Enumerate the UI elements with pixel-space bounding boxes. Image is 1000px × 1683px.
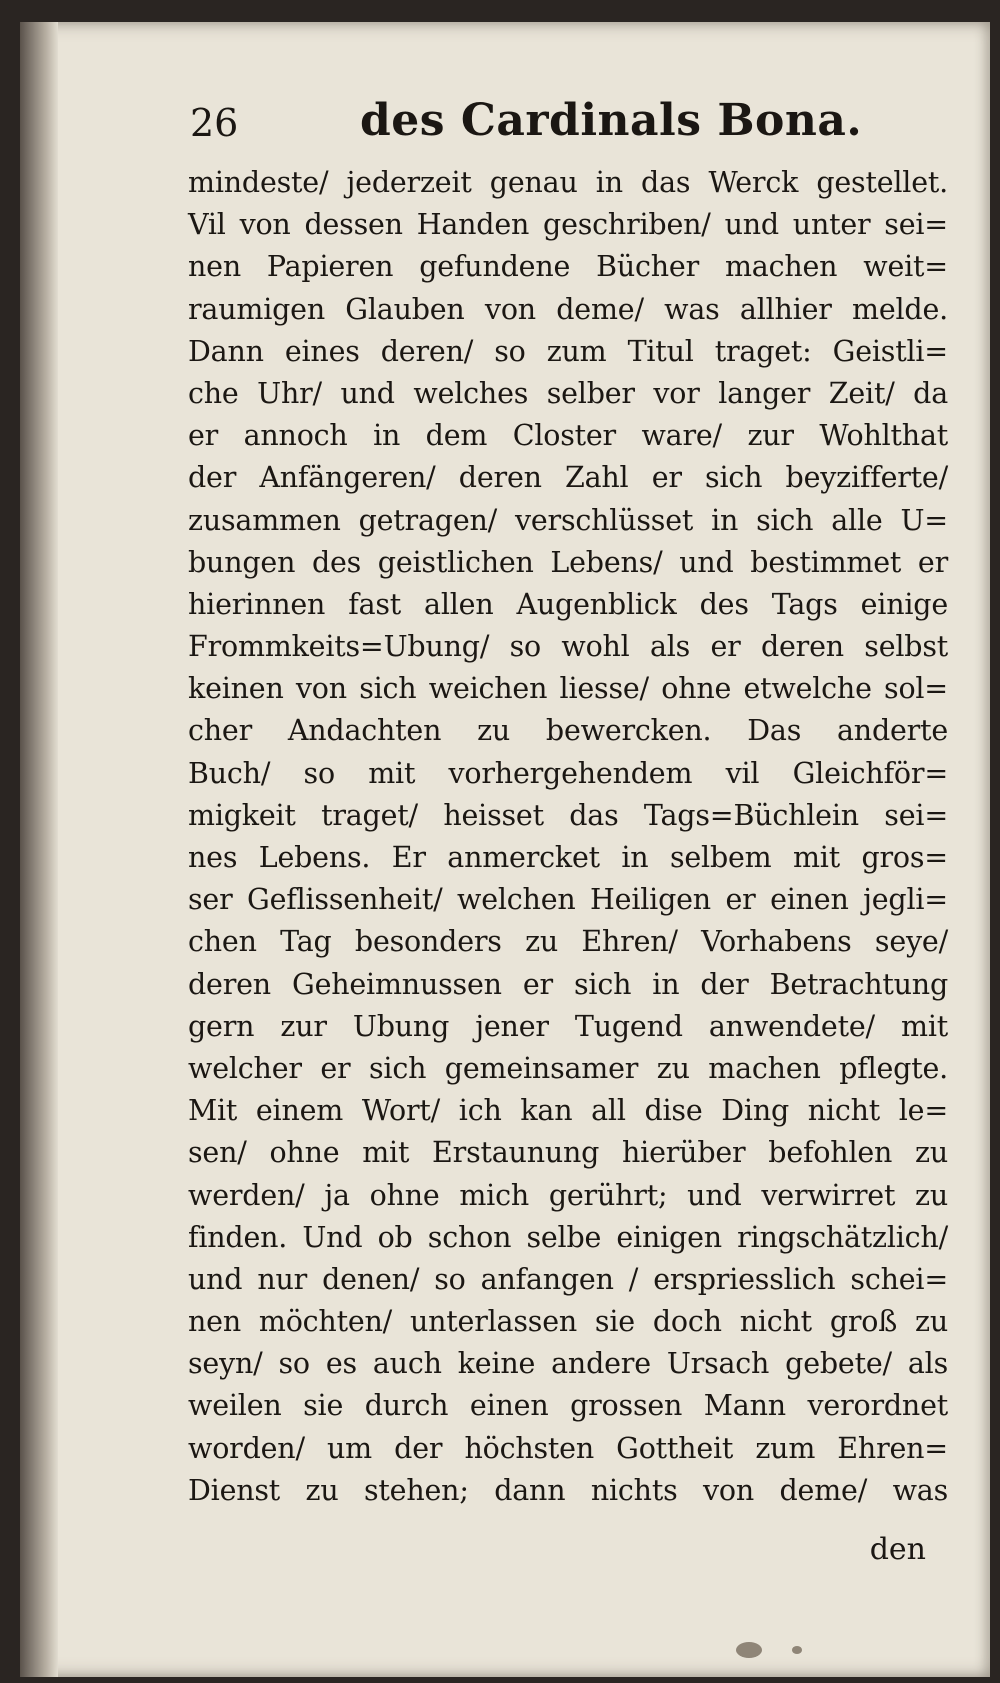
text-line: er annoch in dem Closter ware/ zur Wohlthat <box>188 419 948 453</box>
text-line: mindeste/ jederzeit genau in das Werck gestellet. <box>188 166 948 199</box>
text-line: Frommkeits=Ubung/ so wohl als er deren selbst <box>188 630 948 664</box>
text-line: keinen von sich weichen liesse/ ohne etwelche sol= <box>188 672 948 706</box>
running-head: des Cardinals Bona. <box>360 95 863 146</box>
text-line: und nur denen/ so anfangen / erspriesslich schei= <box>188 1262 948 1296</box>
text-line: migkeit traget/ heisset das Tags=Büchlein sei= <box>188 798 948 832</box>
text-line: worden/ um der höchsten Gottheit zum Ehren= <box>188 1431 948 1465</box>
page-header <box>190 84 910 154</box>
text-line: che Uhr/ und welches selber vor langer Zeit/ da <box>188 376 948 410</box>
text-line: finden. Und ob schon selbe einigen ringschätzlich/ <box>188 1220 948 1254</box>
text-line: Buch/ so mit vorhergehendem vil Gleichför= <box>188 756 948 790</box>
page-number: 26 <box>190 101 239 145</box>
text-line: zusammen getragen/ verschlüsset in sich alle U= <box>188 503 948 537</box>
book-page <box>20 22 990 1677</box>
ink-stain <box>792 1646 802 1654</box>
text-line: raumigen Glauben von deme/ was allhier melde. <box>188 292 948 326</box>
text-line: cher Andachten zu bewercken. Das anderte <box>188 714 948 748</box>
ink-stain <box>736 1642 762 1658</box>
text-line: nes Lebens. Er anmercket in selbem mit gros= <box>188 841 948 874</box>
page-gutter <box>20 22 58 1677</box>
text-line: bungen des geistlichen Lebens/ und bestimmet er <box>188 545 948 579</box>
text-line: Vil von dessen Handen geschriben/ und unter sei= <box>188 208 948 242</box>
text-line: nen möchten/ unterlassen sie doch nicht groß zu <box>188 1305 948 1339</box>
catchword: den <box>869 1532 926 1567</box>
text-line: sen/ ohne mit Erstaunung hierüber befohlen zu <box>188 1136 948 1170</box>
text-line: hierinnen fast allen Augenblick des Tags einige <box>188 587 948 621</box>
text-line: chen Tag besonders zu Ehren/ Vorhabens seye/ <box>188 925 948 959</box>
text-line: Mit einem Wort/ ich kan all dise Ding nicht le= <box>188 1094 948 1128</box>
text-line: welcher er sich gemeinsamer zu machen pflegte. <box>188 1051 948 1085</box>
text-line: nen Papieren gefundene Bücher machen weit= <box>188 250 948 284</box>
text-line: der Anfängeren/ deren Zahl er sich beyzifferte/ <box>188 461 948 495</box>
text-line: Dann eines deren/ so zum Titul traget: Geistli= <box>188 334 948 368</box>
text-line: gern zur Ubung jener Tugend anwendete/ mit <box>188 1009 948 1043</box>
body-text <box>188 162 948 1512</box>
text-line: werden/ ja ohne mich gerührt; und verwirret zu <box>188 1178 948 1212</box>
text-line: deren Geheimnussen er sich in der Betrachtung <box>188 967 948 1001</box>
text-line: ser Geflissenheit/ welchen Heiligen er einen jegli= <box>188 883 948 917</box>
text-line: weilen sie durch einen grossen Mann verordnet <box>188 1389 948 1423</box>
text-line: Dienst zu stehen; dann nichts von deme/ was <box>188 1473 948 1507</box>
text-line: seyn/ so es auch keine andere Ursach gebete/ als <box>188 1347 948 1381</box>
